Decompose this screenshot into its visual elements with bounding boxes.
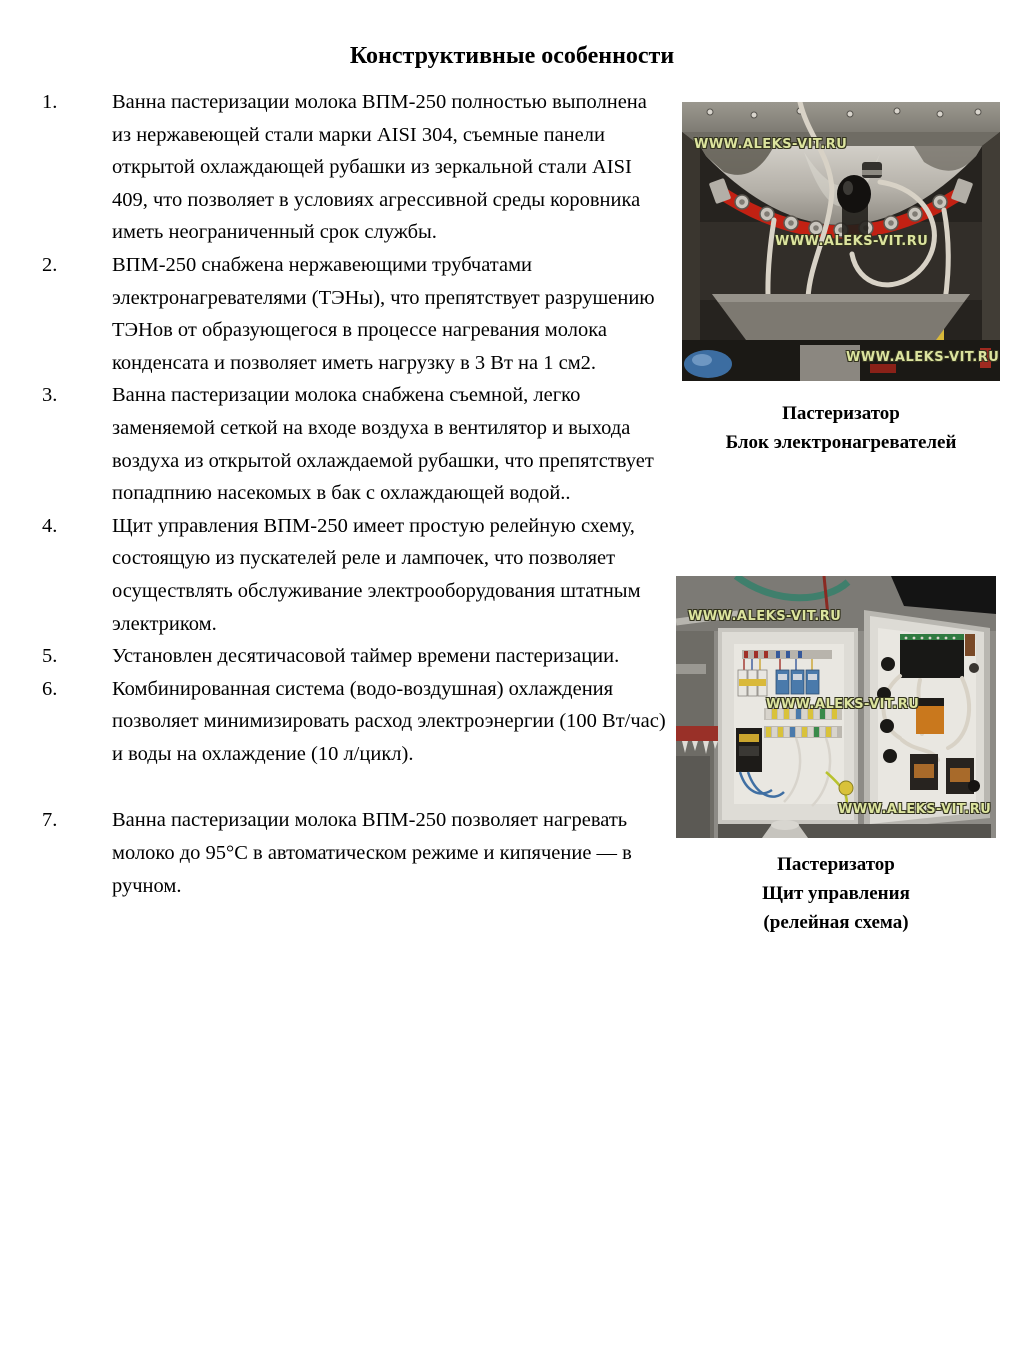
list-item-number: 2.	[42, 253, 58, 276]
caption-line: (релейная схема)	[763, 912, 909, 933]
figure-control-panel	[676, 576, 996, 937]
list-item	[42, 379, 670, 509]
watermark-text: WWW.ALEKS-VIT.RU	[694, 137, 848, 152]
watermark-text: WWW.ALEKS-VIT.RU	[766, 697, 920, 712]
list-item-number: 5.	[42, 645, 58, 668]
caption-line: Блок электронагревателей	[725, 432, 957, 453]
list-item-number: 7.	[42, 809, 58, 832]
watermark-text: WWW.ALEKS-VIT.RU	[838, 802, 992, 817]
list-item-text: Щит управления ВПМ-250 имеет простую релейную схему, состоящую из пускателей реле и лампочек, что позволяет осуществлять обслуживание электрооборудования штатным электриком.	[112, 514, 641, 635]
figure-caption	[676, 850, 996, 937]
list-item	[42, 86, 670, 249]
figure-caption	[682, 399, 1000, 457]
watermark-text: WWW.ALEKS-VIT.RU	[846, 350, 1000, 365]
list-item-text: Ванна пастеризации молока ВПМ-250 позволяет нагревать молоко до 95°С в автоматическом режиме и кипячение — в ручном.	[112, 809, 632, 897]
list-item	[42, 510, 670, 640]
page-title: Конструктивные особенности	[349, 43, 675, 69]
list-item	[42, 640, 670, 673]
list-item-number: 3.	[42, 384, 58, 407]
list-item-number: 1.	[42, 91, 58, 113]
caption-line: Пастеризатор	[782, 403, 900, 424]
list-item	[42, 804, 670, 902]
list-item-text: Комбинированная система (водо-воздушная) охлаждения позволяет минимизировать расход электроэнергии (100 Вт/час) и воды на охлаждение (10 л/цикл).	[112, 677, 666, 765]
list-item-text: Ванна пастеризации молока ВПМ-250 полностью выполнена из нержавеющей стали марки AISI 304, съемные панели открытой охлаждающей рубашки из зеркальной стали AISI 409, что позволяет в условиях агрессивной среды коровника иметь неограниченный срок службы.	[112, 91, 647, 244]
watermark-text: WWW.ALEKS-VIT.RU	[688, 609, 842, 624]
figure-heater-block	[682, 102, 1000, 457]
list-item-number: 4.	[42, 514, 58, 537]
features-list	[42, 86, 670, 902]
caption-line: Щит управления	[762, 883, 910, 904]
heater-block-photo	[682, 102, 1000, 381]
list-item-text: ВПМ-250 снабжена нержавеющими трубчатами электронагревателями (ТЭНы), что препятствует разрушению ТЭНов от образующегося в процессе нагревания молока конденсата и позволяет иметь нагрузку в 3 Вт на 1 см2.	[112, 253, 655, 374]
control-panel-photo	[676, 576, 996, 838]
list-item-number: 6.	[42, 677, 58, 700]
caption-line: Пастеризатор	[777, 854, 895, 875]
list-item-text: Установлен десятичасовой таймер времени пастеризации.	[112, 645, 620, 668]
list-item	[42, 673, 670, 771]
list-item-text: Ванна пастеризации молока снабжена съемной, легко заменяемой сеткой на входе воздуха в вентилятор и выхода воздуха из открытой охлаждаемой рубашки, что препятствует попадпнию насекомых в бак с охлаждающей водой..	[112, 384, 654, 505]
watermark-text: WWW.ALEKS-VIT.RU	[775, 234, 929, 249]
list-item	[42, 249, 670, 379]
